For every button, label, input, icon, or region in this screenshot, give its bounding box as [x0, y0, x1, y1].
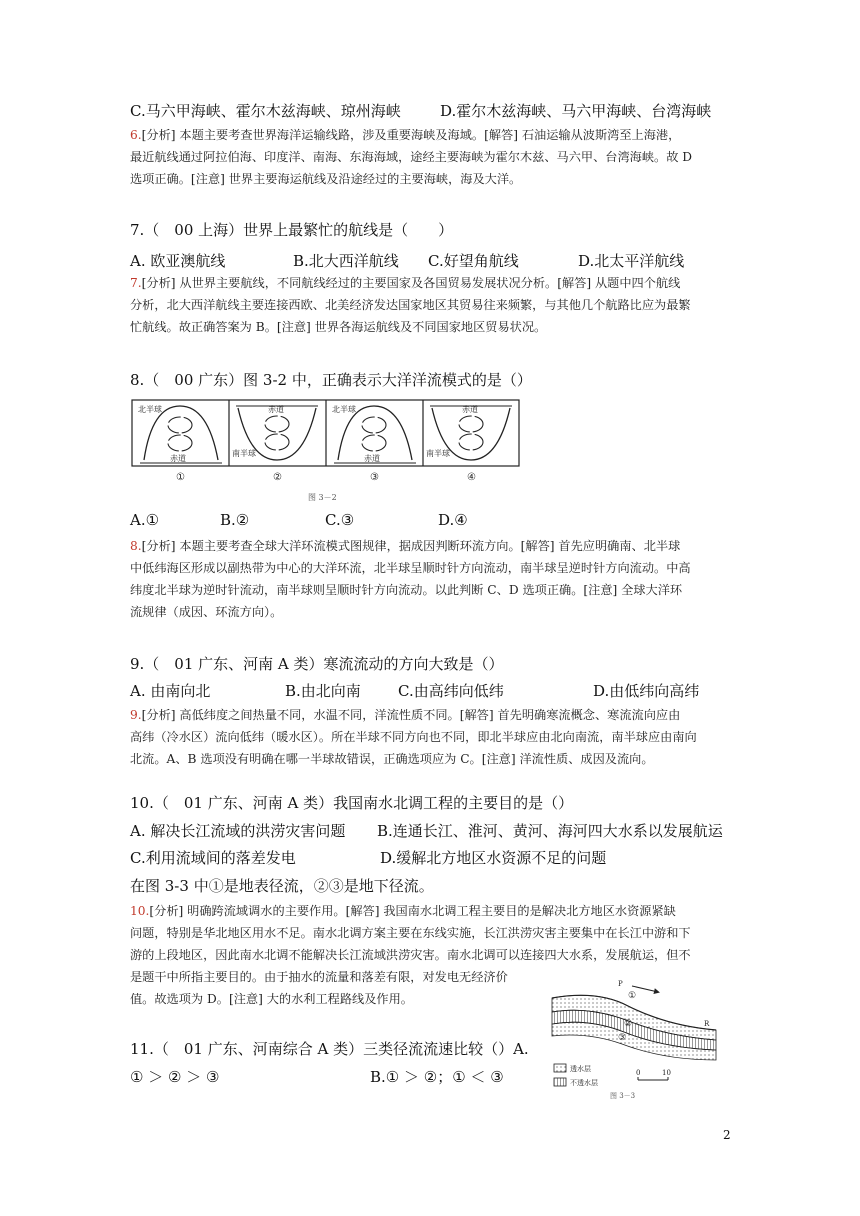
legend-permeable: 透水层: [570, 1065, 591, 1073]
q8-stem: 8.（ 00 广东）图 3-2 中，正确表示大洋洋流模式的是（）: [130, 371, 532, 389]
scale-zero: 0: [636, 1069, 641, 1077]
q10-option-d: D.缓解北方地区水资源不足的问题: [380, 849, 607, 867]
panel-3-equator: 赤道: [364, 454, 380, 463]
page-number: 2: [723, 1128, 731, 1142]
panel-2-label: ②: [273, 472, 282, 483]
panel-3-label: ③: [370, 472, 379, 483]
ocean-current-diagram: [130, 398, 522, 506]
q7-number: 7.: [130, 276, 142, 290]
panel-1-equator: 赤道: [170, 454, 186, 463]
q6-analysis-line-2: 最近航线通过阿拉伯海、印度洋、南海、东海海域，途经主要海峡为霍尔木兹、马六甲、台湾海峡。故 D: [130, 150, 693, 164]
label-r: R: [704, 1020, 710, 1028]
q10-option-a: A. 解决长江流域的洪涝灾害问题: [130, 822, 346, 840]
q9-number: 9.: [130, 708, 142, 722]
legend-impermeable: 不透水层: [570, 1079, 598, 1087]
q8-option-a: A.①: [130, 511, 160, 529]
q8-option-b: B.②: [220, 511, 250, 529]
q6-analysis-line-3: 选项正确。[注意] 世界主要海运航线及沿途经过的主要海峡，海及大洋。: [130, 172, 522, 186]
q8-number: 8.: [130, 539, 142, 553]
panel-2: [232, 404, 318, 460]
legend-permeable-swatch: [554, 1064, 566, 1072]
q10-stem: 10.（ 01 广东、河南 A 类）我国南水北调工程的主要目的是（）: [130, 794, 574, 812]
q7-analysis-line-3: 忙航线。故正确答案为 B。[注意] 世界各海运航线及不同国家地区贸易状况。: [130, 320, 547, 334]
q9-option-b: B.由北向南: [285, 682, 361, 700]
q8-option-c: C.③: [325, 511, 355, 529]
q11-option-a: ① ＞ ② ＞ ③: [130, 1068, 220, 1086]
q9-option-a: A. 由南向北: [130, 682, 211, 700]
figure-3-2-caption: 图 3－2: [308, 493, 337, 502]
q10-analysis-line-4: 是题干中所指主要目的。由于抽水的流量和落差有限，对发电无经济价: [130, 970, 508, 984]
q9-option-d: D.由低纬向高纬: [593, 682, 700, 700]
panel-2-hemisphere: 南半球: [232, 449, 256, 458]
panel-4-label: ④: [467, 472, 476, 483]
q9-analysis-line-2: 高纬（冷水区）流向低纬（暖水区）。所在半球不同方向也不同，即北半球应由北向南流，南半球应由南向: [130, 730, 697, 744]
q9-stem: 9.（ 01 广东、河南 A 类）寒流流动的方向大致是（）: [130, 655, 504, 673]
q6-option-d: D.霍尔木兹海峡、马六甲海峡、台湾海峡: [440, 102, 712, 120]
q10-option-c: C.利用流域间的落差发电: [130, 849, 296, 867]
q6-analysis-line-1: 6.[分析] 本题主要考查世界海洋运输线路，涉及重要海峡及海域。[解答] 石油运输从波斯湾至上海港，: [130, 128, 681, 142]
legend-impermeable-swatch: [554, 1078, 566, 1086]
label-2: ②: [624, 1019, 633, 1029]
runoff-cross-section-figure: [548, 978, 720, 1102]
q10-analysis-line-2: 问题，特别是华北地区用水不足。南水北调方案主要在东线实施，长江洪涝灾害主要集中在长江中游和下: [130, 926, 691, 940]
q11-stem: 11.（ 01 广东、河南综合 A 类）三类径流流速比较（）A.: [130, 1040, 529, 1058]
q8-analysis-line-3: 纬度北半球为逆时针流动，南半球则呈顺时针方向流动。以此判断 C、D 选项正确。[注意] 全球大洋环: [130, 583, 683, 597]
q7-option-b: B.北大西洋航线: [293, 252, 399, 270]
panel-4: [426, 404, 512, 460]
q10-analysis-line-1: 10.[分析] 明确跨流域调水的主要作用。[解答] 我国南水北调工程主要目的是解决北方地区水资源紧缺: [130, 904, 676, 918]
label-1: ①: [628, 991, 637, 1001]
panel-1: [138, 404, 222, 463]
panel-1-hemisphere: 北半球: [138, 405, 162, 414]
panel-3-hemisphere: 北半球: [332, 405, 356, 414]
q9-option-c: C.由高纬向低纬: [398, 682, 504, 700]
q7-option-c: C.好望角航线: [428, 252, 519, 270]
q10-analysis-line-5: 值。故选项为 D。[注意] 大的水利工程路线及作用。: [130, 992, 413, 1006]
label-p: P: [618, 980, 623, 988]
panel-4-equator: 赤道: [462, 405, 478, 414]
panel-3: [332, 404, 416, 463]
q7-analysis-line-2: 分析，北大西洋航线主要连接西欧、北美经济发达国家地区其贸易往来频繁，与其他几个航路比应为最繁: [130, 298, 691, 312]
q8-analysis-line-1: 8.[分析] 本题主要考查全球大洋环流模式图规律，据成因判断环流方向。[解答] 首先应明确南、北半球: [130, 539, 681, 553]
q7-option-d: D.北太平洋航线: [578, 252, 685, 270]
q8-analysis-line-4: 流规律（成因、环流方向）。: [130, 605, 283, 619]
figure-3-3-caption: 图 3－3: [610, 1092, 636, 1100]
q7-stem: 7.（ 00 上海）世界上最繁忙的航线是（ ）: [130, 221, 454, 239]
q10-extra-line: 在图 3-3 中①是地表径流，②③是地下径流。: [130, 877, 434, 895]
q10-number: 10.: [130, 904, 150, 918]
q10-option-b: B.连通长江、淮河、黄河、海河四大水系以发展航运: [377, 822, 723, 840]
q7-option-a: A. 欧亚澳航线: [130, 252, 226, 270]
q8-option-d: D.④: [438, 511, 468, 529]
panel-2-equator: 赤道: [268, 405, 284, 414]
q8-analysis-line-2: 中低纬海区形成以副热带为中心的大洋环流，北半球呈顺时针方向流动，南半球呈逆时针方向流动。中高: [130, 561, 691, 575]
panel-4-hemisphere: 南半球: [426, 449, 450, 458]
panel-1-label: ①: [176, 472, 185, 483]
q9-analysis-line-3: 北流。A、B 选项没有明确在哪一半球故错误，正确选项应为 C。[注意] 洋流性质、成因及流向。: [130, 752, 654, 766]
scale-ten: 10: [662, 1069, 671, 1077]
q7-analysis-line-1: 7.[分析] 从世界主要航线，不同航线经过的主要国家及各国贸易发展状况分析。[解答] 从题中四个航线: [130, 276, 681, 290]
q11-option-b: B.① ＞ ②；① ＜ ③: [370, 1068, 504, 1086]
q6-number: 6.: [130, 128, 142, 142]
q10-analysis-line-3: 游的上段地区，因此南水北调不能解决长江流域洪涝灾害。南水北调可以连接四大水系，发展航运，但不: [130, 948, 691, 962]
label-3: ③: [618, 1033, 627, 1043]
q6-option-c: C.马六甲海峡、霍尔木兹海峡、琼州海峡: [130, 102, 401, 120]
q9-analysis-line-1: 9.[分析] 高低纬度之间热量不同，水温不同，洋流性质不同。[解答] 首先明确寒流概念、寒流流向应由: [130, 708, 681, 722]
